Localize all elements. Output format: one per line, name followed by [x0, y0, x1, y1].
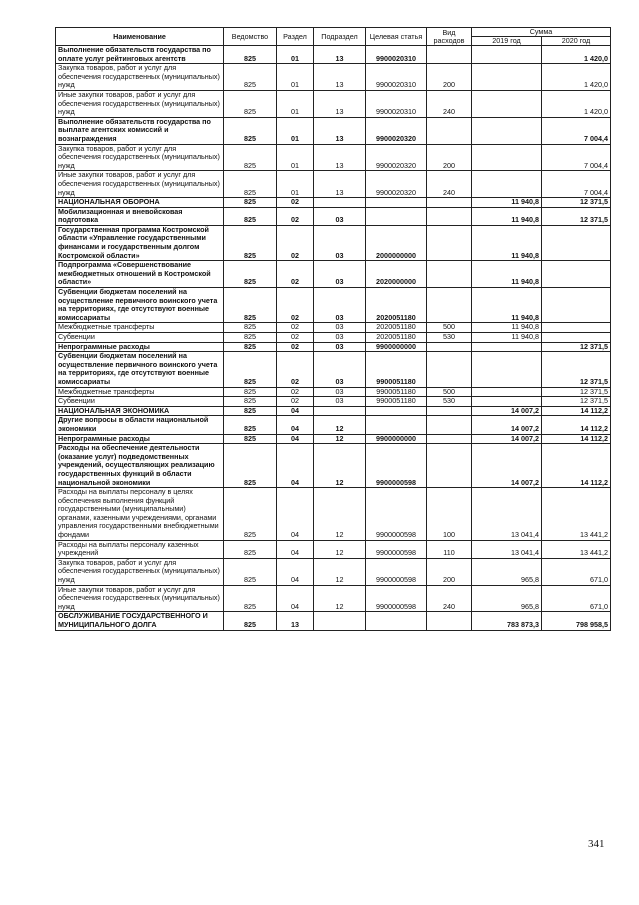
- row-dept: 825: [224, 387, 277, 397]
- row-sum-2019: 14 007,2: [472, 406, 542, 416]
- row-section: 02: [277, 342, 314, 352]
- row-dept: 825: [224, 288, 277, 323]
- row-exp-type: [427, 612, 472, 630]
- row-target: 2020051180: [366, 333, 427, 343]
- row-name: Государственная программа Костромской области «Управление государственными финансами и государственным долгом Костромской области»: [56, 225, 224, 260]
- row-exp-type: 200: [427, 64, 472, 91]
- budget-table: [55, 27, 611, 631]
- row-name: Субвенции: [56, 397, 224, 407]
- row-sum-2020: 14 112,2: [542, 416, 611, 434]
- header-target: Целевая статья: [366, 28, 427, 46]
- row-subsection: 03: [314, 387, 366, 397]
- row-subsection: 12: [314, 540, 366, 558]
- row-sum-2020: 1 420,0: [542, 90, 611, 117]
- row-dept: 825: [224, 434, 277, 444]
- row-section: 04: [277, 416, 314, 434]
- row-section: 02: [277, 198, 314, 208]
- row-target: 9900051180: [366, 352, 427, 387]
- table-row: [56, 144, 611, 171]
- row-target: [366, 416, 427, 434]
- row-sum-2020: 1 420,0: [542, 64, 611, 91]
- table-row: [56, 585, 611, 612]
- row-subsection: [314, 406, 366, 416]
- row-target: 2000000000: [366, 225, 427, 260]
- row-sum-2020: 12 371,5: [542, 198, 611, 208]
- row-sum-2020: [542, 225, 611, 260]
- row-sum-2019: 11 940,8: [472, 333, 542, 343]
- row-section: 01: [277, 46, 314, 64]
- row-sum-2019: 783 873,3: [472, 612, 542, 630]
- row-sum-2019: [472, 144, 542, 171]
- row-exp-type: [427, 261, 472, 288]
- row-exp-type: [427, 434, 472, 444]
- row-sum-2020: 7 004,4: [542, 144, 611, 171]
- row-sum-2020: 14 112,2: [542, 434, 611, 444]
- row-section: 04: [277, 540, 314, 558]
- row-target: 9900000000: [366, 434, 427, 444]
- row-dept: 825: [224, 416, 277, 434]
- row-sum-2020: [542, 261, 611, 288]
- header-2019: 2019 год: [472, 37, 542, 46]
- row-section: 04: [277, 444, 314, 488]
- row-exp-type: [427, 198, 472, 208]
- row-name: НАЦИОНАЛЬНАЯ ЭКОНОМИКА: [56, 406, 224, 416]
- row-name: Выполнение обязательств государства по оплате услуг рейтинговых агентств: [56, 46, 224, 64]
- row-exp-type: [427, 117, 472, 144]
- row-target: 2020051180: [366, 323, 427, 333]
- row-sum-2020: [542, 288, 611, 323]
- row-section: 02: [277, 352, 314, 387]
- row-subsection: 03: [314, 342, 366, 352]
- row-target: 9900000598: [366, 488, 427, 541]
- row-exp-type: 100: [427, 488, 472, 541]
- row-exp-type: 240: [427, 90, 472, 117]
- row-dept: 825: [224, 612, 277, 630]
- table-row: [56, 387, 611, 397]
- row-dept: 825: [224, 444, 277, 488]
- row-section: 04: [277, 406, 314, 416]
- row-exp-type: 530: [427, 333, 472, 343]
- row-target: 9900000598: [366, 585, 427, 612]
- row-sum-2019: 11 940,8: [472, 261, 542, 288]
- row-target: 9900020310: [366, 64, 427, 91]
- row-subsection: 13: [314, 46, 366, 64]
- row-target: [366, 612, 427, 630]
- row-sum-2019: [472, 171, 542, 198]
- row-target: 9900000000: [366, 342, 427, 352]
- row-target: [366, 406, 427, 416]
- table-row: [56, 397, 611, 407]
- row-sum-2020: 14 112,2: [542, 444, 611, 488]
- row-subsection: 03: [314, 288, 366, 323]
- row-sum-2019: 11 940,8: [472, 207, 542, 225]
- row-subsection: 12: [314, 488, 366, 541]
- row-name: Субвенции бюджетам поселений на осуществление первичного воинского учета на территориях, где отсутствуют военные комиссариаты: [56, 288, 224, 323]
- row-subsection: 13: [314, 117, 366, 144]
- row-sum-2019: 14 007,2: [472, 434, 542, 444]
- row-dept: 825: [224, 540, 277, 558]
- row-sum-2020: [542, 323, 611, 333]
- row-sum-2019: 14 007,2: [472, 416, 542, 434]
- row-name: Межбюджетные трансферты: [56, 387, 224, 397]
- row-exp-type: [427, 207, 472, 225]
- row-section: 01: [277, 117, 314, 144]
- row-sum-2019: [472, 117, 542, 144]
- row-sum-2019: [472, 352, 542, 387]
- row-dept: 825: [224, 64, 277, 91]
- row-sum-2019: 965,8: [472, 585, 542, 612]
- row-sum-2020: 12 371,5: [542, 397, 611, 407]
- table-row: [56, 46, 611, 64]
- row-exp-type: [427, 225, 472, 260]
- row-name: Другие вопросы в области национальной экономики: [56, 416, 224, 434]
- row-section: 01: [277, 171, 314, 198]
- row-dept: 825: [224, 261, 277, 288]
- row-dept: 825: [224, 117, 277, 144]
- header-2020: 2020 год: [542, 37, 611, 46]
- row-sum-2020: 12 371,5: [542, 387, 611, 397]
- row-subsection: 12: [314, 434, 366, 444]
- row-name: Иные закупки товаров, работ и услуг для обеспечения государственных (муниципальных) нужд: [56, 585, 224, 612]
- row-sum-2020: 13 441,2: [542, 540, 611, 558]
- row-target: 9900000598: [366, 540, 427, 558]
- row-target: 9900020310: [366, 90, 427, 117]
- row-section: 01: [277, 90, 314, 117]
- row-sum-2019: 965,8: [472, 558, 542, 585]
- row-section: 04: [277, 434, 314, 444]
- row-section: 02: [277, 207, 314, 225]
- row-section: 02: [277, 323, 314, 333]
- table-row: [56, 261, 611, 288]
- row-section: 02: [277, 397, 314, 407]
- row-name: Расходы на выплаты персоналу казенных учреждений: [56, 540, 224, 558]
- row-sum-2019: 14 007,2: [472, 444, 542, 488]
- row-exp-type: 200: [427, 144, 472, 171]
- row-dept: 825: [224, 342, 277, 352]
- row-sum-2019: 11 940,8: [472, 323, 542, 333]
- row-sum-2020: 1 420,0: [542, 46, 611, 64]
- row-name: Межбюджетные трансферты: [56, 323, 224, 333]
- row-sum-2019: [472, 397, 542, 407]
- row-subsection: 03: [314, 207, 366, 225]
- row-subsection: 13: [314, 144, 366, 171]
- row-dept: 825: [224, 144, 277, 171]
- row-dept: 825: [224, 558, 277, 585]
- header-sum: Сумма: [472, 28, 611, 37]
- row-name: Мобилизационная и вневойсковая подготовка: [56, 207, 224, 225]
- row-dept: 825: [224, 352, 277, 387]
- row-subsection: 03: [314, 352, 366, 387]
- row-subsection: 12: [314, 558, 366, 585]
- row-subsection: 13: [314, 90, 366, 117]
- row-name: Непрограммные расходы: [56, 342, 224, 352]
- row-dept: 825: [224, 198, 277, 208]
- row-exp-type: 500: [427, 323, 472, 333]
- table-row: [56, 488, 611, 541]
- row-name: Субвенции бюджетам поселений на осуществление первичного воинского учета на территориях, где отсутствуют военные комиссариаты: [56, 352, 224, 387]
- row-sum-2020: 7 004,4: [542, 171, 611, 198]
- header-section: Раздел: [277, 28, 314, 46]
- row-subsection: [314, 612, 366, 630]
- row-section: 02: [277, 387, 314, 397]
- row-sum-2019: [472, 46, 542, 64]
- row-sum-2020: 12 371,5: [542, 352, 611, 387]
- table-row: [56, 416, 611, 434]
- row-dept: 825: [224, 397, 277, 407]
- table-row: [56, 225, 611, 260]
- table-row: [56, 90, 611, 117]
- row-name: Выполнение обязательств государства по выплате агентских комиссий и вознаграждения: [56, 117, 224, 144]
- row-sum-2019: [472, 90, 542, 117]
- row-section: 02: [277, 225, 314, 260]
- table-row: [56, 612, 611, 630]
- row-name: ОБСЛУЖИВАНИЕ ГОСУДАРСТВЕННОГО И МУНИЦИПАЛЬНОГО ДОЛГА: [56, 612, 224, 630]
- header-exp-type: Вид расходов: [427, 28, 472, 46]
- row-dept: 825: [224, 207, 277, 225]
- row-section: 04: [277, 585, 314, 612]
- row-exp-type: 530: [427, 397, 472, 407]
- row-subsection: 13: [314, 64, 366, 91]
- table-row: [56, 198, 611, 208]
- row-target: 9900051180: [366, 397, 427, 407]
- table-row: [56, 352, 611, 387]
- row-dept: 825: [224, 323, 277, 333]
- table-row: [56, 117, 611, 144]
- row-exp-type: 500: [427, 387, 472, 397]
- row-dept: 825: [224, 225, 277, 260]
- row-name: Иные закупки товаров, работ и услуг для обеспечения государственных (муниципальных) нужд: [56, 90, 224, 117]
- table-row: [56, 207, 611, 225]
- row-sum-2020: [542, 333, 611, 343]
- row-target: [366, 207, 427, 225]
- row-target: 9900020310: [366, 46, 427, 64]
- row-sum-2020: 13 441,2: [542, 488, 611, 541]
- row-sum-2020: 7 004,4: [542, 117, 611, 144]
- row-sum-2019: 13 041,4: [472, 488, 542, 541]
- row-target: 9900051180: [366, 387, 427, 397]
- row-sum-2019: [472, 342, 542, 352]
- table-row: [56, 288, 611, 323]
- row-target: 9900020320: [366, 171, 427, 198]
- row-section: 04: [277, 558, 314, 585]
- header-subsection: Подраздел: [314, 28, 366, 46]
- row-dept: 825: [224, 488, 277, 541]
- row-exp-type: [427, 406, 472, 416]
- row-target: 2020000000: [366, 261, 427, 288]
- row-dept: 825: [224, 171, 277, 198]
- row-section: 01: [277, 64, 314, 91]
- row-dept: 825: [224, 406, 277, 416]
- row-exp-type: 200: [427, 558, 472, 585]
- row-exp-type: 240: [427, 585, 472, 612]
- row-sum-2019: 11 940,8: [472, 198, 542, 208]
- row-subsection: 03: [314, 333, 366, 343]
- row-exp-type: [427, 352, 472, 387]
- row-subsection: 12: [314, 416, 366, 434]
- row-name: Иные закупки товаров, работ и услуг для обеспечения государственных (муниципальных) нужд: [56, 171, 224, 198]
- row-name: НАЦИОНАЛЬНАЯ ОБОРОНА: [56, 198, 224, 208]
- row-exp-type: [427, 342, 472, 352]
- row-sum-2019: [472, 64, 542, 91]
- row-subsection: 03: [314, 225, 366, 260]
- table-row: [56, 444, 611, 488]
- row-name: Закупка товаров, работ и услуг для обеспечения государственных (муниципальных) нужд: [56, 64, 224, 91]
- row-name: Расходы на обеспечение деятельности (оказание услуг) подведомственных учреждений, осуществляющих реализацию государственных функций в области национальной экономики: [56, 444, 224, 488]
- row-target: 9900020320: [366, 117, 427, 144]
- row-section: 02: [277, 333, 314, 343]
- row-sum-2020: 14 112,2: [542, 406, 611, 416]
- header-name: Наименование: [56, 28, 224, 46]
- row-sum-2020: 671,0: [542, 585, 611, 612]
- table-row: [56, 64, 611, 91]
- row-sum-2019: 13 041,4: [472, 540, 542, 558]
- row-dept: 825: [224, 585, 277, 612]
- row-target: 9900000598: [366, 558, 427, 585]
- row-section: 02: [277, 288, 314, 323]
- row-name: Непрограммные расходы: [56, 434, 224, 444]
- row-section: 04: [277, 488, 314, 541]
- row-target: 9900000598: [366, 444, 427, 488]
- row-section: 01: [277, 144, 314, 171]
- row-subsection: 12: [314, 444, 366, 488]
- row-subsection: [314, 198, 366, 208]
- row-dept: 825: [224, 46, 277, 64]
- table-body: [56, 46, 611, 631]
- table-row: [56, 333, 611, 343]
- row-sum-2020: 798 958,5: [542, 612, 611, 630]
- header-dept: Ведомство: [224, 28, 277, 46]
- row-subsection: 12: [314, 585, 366, 612]
- row-subsection: 03: [314, 261, 366, 288]
- page-number: 341: [588, 838, 605, 850]
- row-name: Субвенции: [56, 333, 224, 343]
- row-section: 02: [277, 261, 314, 288]
- row-exp-type: 240: [427, 171, 472, 198]
- row-sum-2019: [472, 387, 542, 397]
- row-subsection: 03: [314, 323, 366, 333]
- row-subsection: 03: [314, 397, 366, 407]
- row-exp-type: [427, 46, 472, 64]
- row-sum-2020: 12 371,5: [542, 207, 611, 225]
- row-sum-2020: 12 371,5: [542, 342, 611, 352]
- table-row: [56, 540, 611, 558]
- row-sum-2019: 11 940,8: [472, 288, 542, 323]
- row-dept: 825: [224, 333, 277, 343]
- row-subsection: 13: [314, 171, 366, 198]
- row-target: 2020051180: [366, 288, 427, 323]
- row-target: [366, 198, 427, 208]
- row-target: 9900020320: [366, 144, 427, 171]
- row-exp-type: [427, 416, 472, 434]
- row-exp-type: [427, 288, 472, 323]
- row-exp-type: [427, 444, 472, 488]
- row-sum-2019: 11 940,8: [472, 225, 542, 260]
- row-name: Подпрограмма «Совершенствование межбюджетных отношений в Костромской области»: [56, 261, 224, 288]
- table-row: [56, 171, 611, 198]
- row-name: Закупка товаров, работ и услуг для обеспечения государственных (муниципальных) нужд: [56, 144, 224, 171]
- row-name: Расходы на выплаты персоналу в целях обеспечения выполнения функций государственными (муниципальными) органами, казенными учреждениями, органами управления государственными внебюджетными фондами: [56, 488, 224, 541]
- row-name: Закупка товаров, работ и услуг для обеспечения государственных (муниципальных) нужд: [56, 558, 224, 585]
- row-exp-type: 110: [427, 540, 472, 558]
- row-dept: 825: [224, 90, 277, 117]
- table-row: [56, 558, 611, 585]
- row-section: 13: [277, 612, 314, 630]
- row-sum-2020: 671,0: [542, 558, 611, 585]
